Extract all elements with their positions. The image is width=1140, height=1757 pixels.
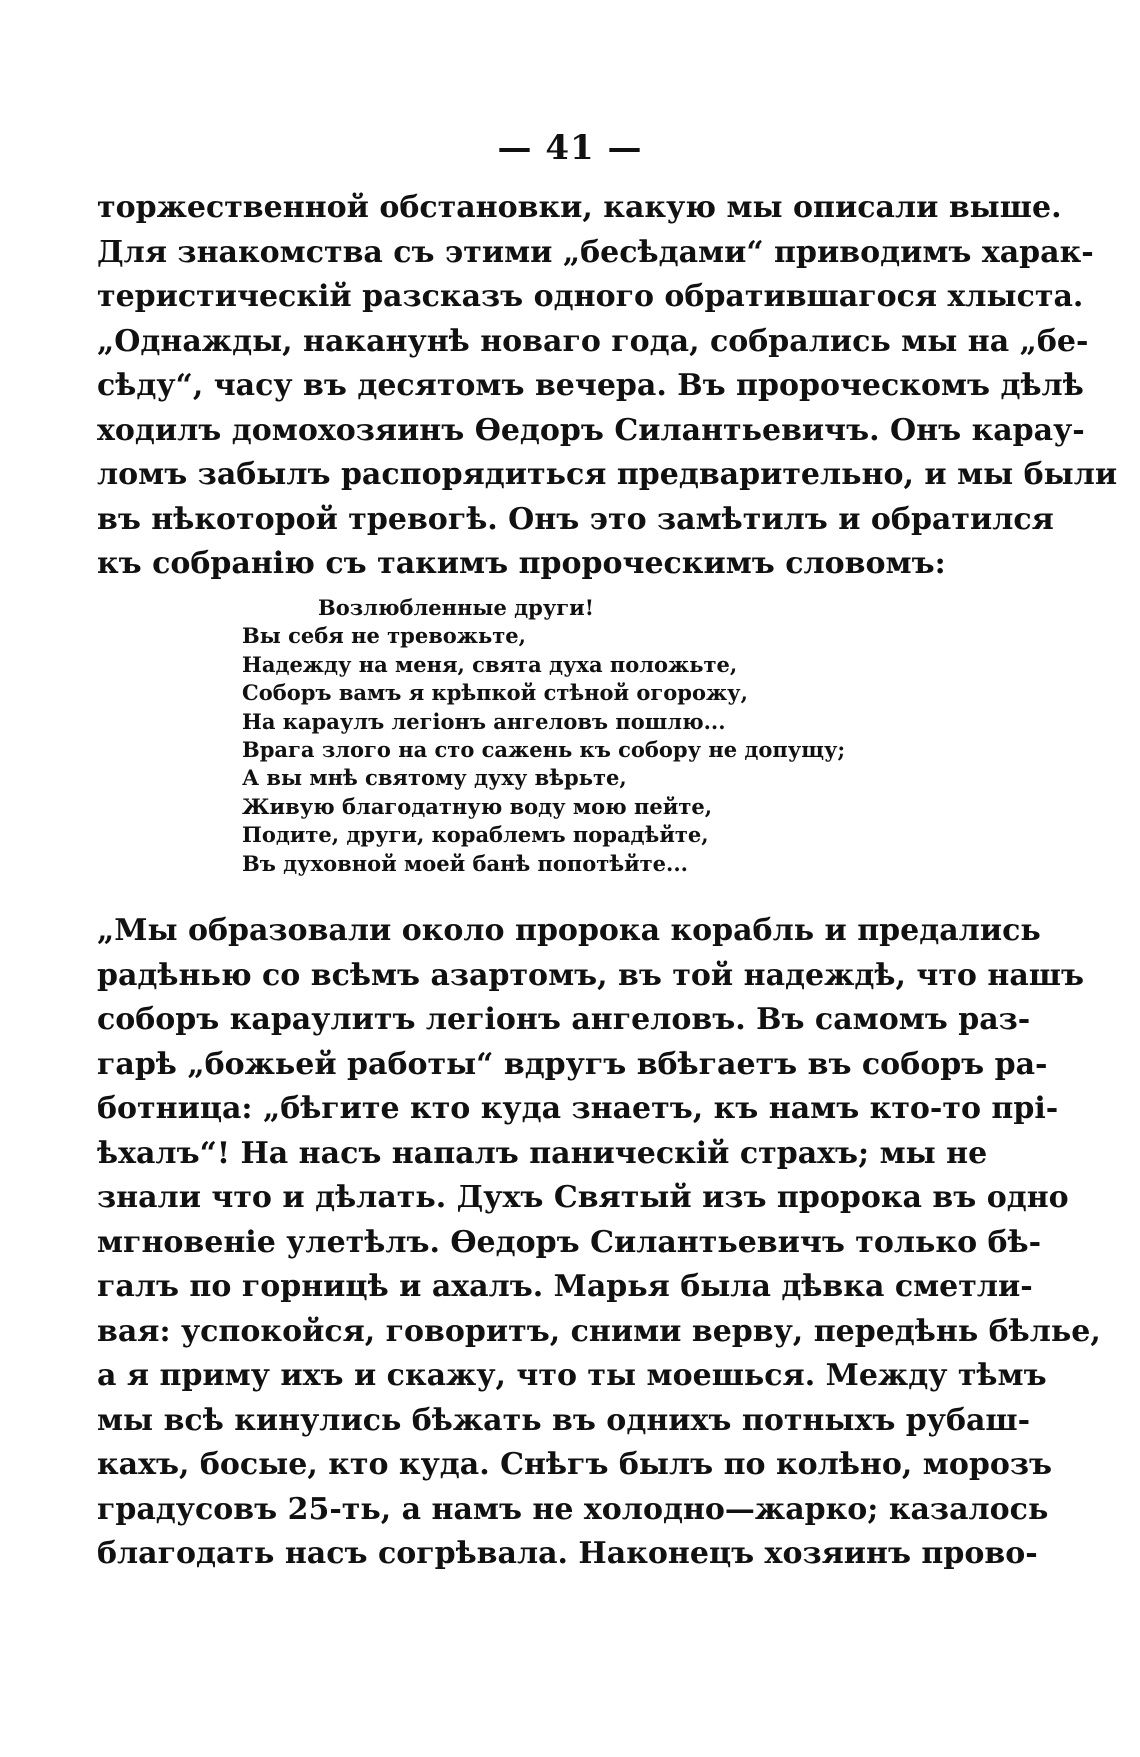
verse-line: Подите, други, кораблемъ порадѣйте, — [242, 822, 709, 848]
text-line: мы всѣ кинулись бѣжать въ однихъ потныхъ рубаш- — [97, 1402, 1031, 1438]
verse-line: Возлюбленные други! — [318, 595, 594, 620]
text-line: гарѣ „божьей работы“ вдругъ вбѣгаетъ въ соборъ ра- — [97, 1046, 1048, 1082]
text-line: Для знакомства съ этими „бесѣдами“ приводимъ харак- — [97, 234, 1094, 270]
verse-line: Соборъ вамъ я крѣпкой стѣной огорожу, — [242, 680, 748, 706]
text-line: въ нѣкоторой тревогѣ. Онъ это замѣтилъ и обратился — [97, 501, 1054, 537]
verse-line: А вы мнѣ святому духу вѣрьте, — [242, 765, 627, 791]
text-line: благодать насъ согрѣвала. Наконецъ хозяинъ прово- — [97, 1536, 1038, 1571]
text-line: вая: успокойся, говоритъ, сними верву, передѣнь бѣлье, — [97, 1313, 1101, 1349]
text-line: а я приму ихъ и скажу, что ты моешься. Между тѣмъ — [97, 1358, 1047, 1393]
text-line: знали что и дѣлать. Духъ Святый изъ пророка въ одно — [97, 1180, 1069, 1215]
text-line: мгновеніе улетѣлъ. Өедоръ Силантьевичъ только бѣ- — [97, 1224, 1042, 1260]
text-line: ботница: „бѣгите кто куда знаетъ, къ намъ кто-то прі- — [97, 1091, 1059, 1126]
prophetic-verse — [242, 594, 846, 878]
verse-line: Живую благодатную воду мою пейте, — [242, 793, 713, 819]
text-line: радѣнью со всѣмъ азартомъ, въ той надеждѣ, что нашъ — [97, 957, 1085, 993]
text-line: торжественной обстановки, какую мы описали выше. — [97, 190, 1062, 225]
text-line: „Однажды, наканунѣ новаго года, собрались мы на „бе- — [97, 323, 1089, 359]
text-line: галъ по горницѣ и ахалъ. Марья была дѣвка сметли- — [97, 1269, 1033, 1304]
text-line: ходилъ домохозяинъ Өедоръ Силантьевичъ. Онъ карау- — [97, 412, 1085, 448]
paragraph-intro — [97, 186, 1118, 587]
text-line: теристическій разсказъ одного обратившагося хлыста. — [97, 279, 1084, 314]
verse-line: Врага злого на сто сажень къ собору не допущу; — [242, 736, 846, 762]
text-line: „Мы образовали около пророка корабль и предались — [97, 913, 1041, 948]
verse-line: Вы себя не тревожьте, — [242, 623, 526, 649]
text-line: ѣхалъ“! На насъ напалъ паническій страхъ; мы не — [97, 1135, 988, 1171]
text-line: соборъ караулитъ легіонъ ангеловъ. Въ самомъ раз- — [97, 1002, 1031, 1037]
text-line: сѣду“, часу въ десятомъ вечера. Въ пророческомъ дѣлѣ — [97, 368, 1084, 403]
text-line: ломъ забылъ распорядиться предварительно, и мы были — [97, 457, 1118, 492]
text-line: къ собранію съ такимъ пророческимъ словомъ: — [97, 546, 946, 581]
text-line: градусовъ 25-ть, а намъ не холодно—жарко; казалось — [97, 1491, 1049, 1527]
text-line: кахъ, босые, кто куда. Снѣгъ былъ по колѣно, морозъ — [97, 1447, 1052, 1482]
paragraph-story — [97, 909, 1101, 1577]
page-number: — 41 — — [497, 128, 643, 168]
verse-line: Надежду на меня, свята духа положьте, — [242, 651, 738, 677]
verse-line: На караулъ легіонъ ангеловъ пошлю... — [242, 708, 726, 734]
verse-line: Въ духовной моей банѣ попотѣйте... — [242, 850, 688, 876]
